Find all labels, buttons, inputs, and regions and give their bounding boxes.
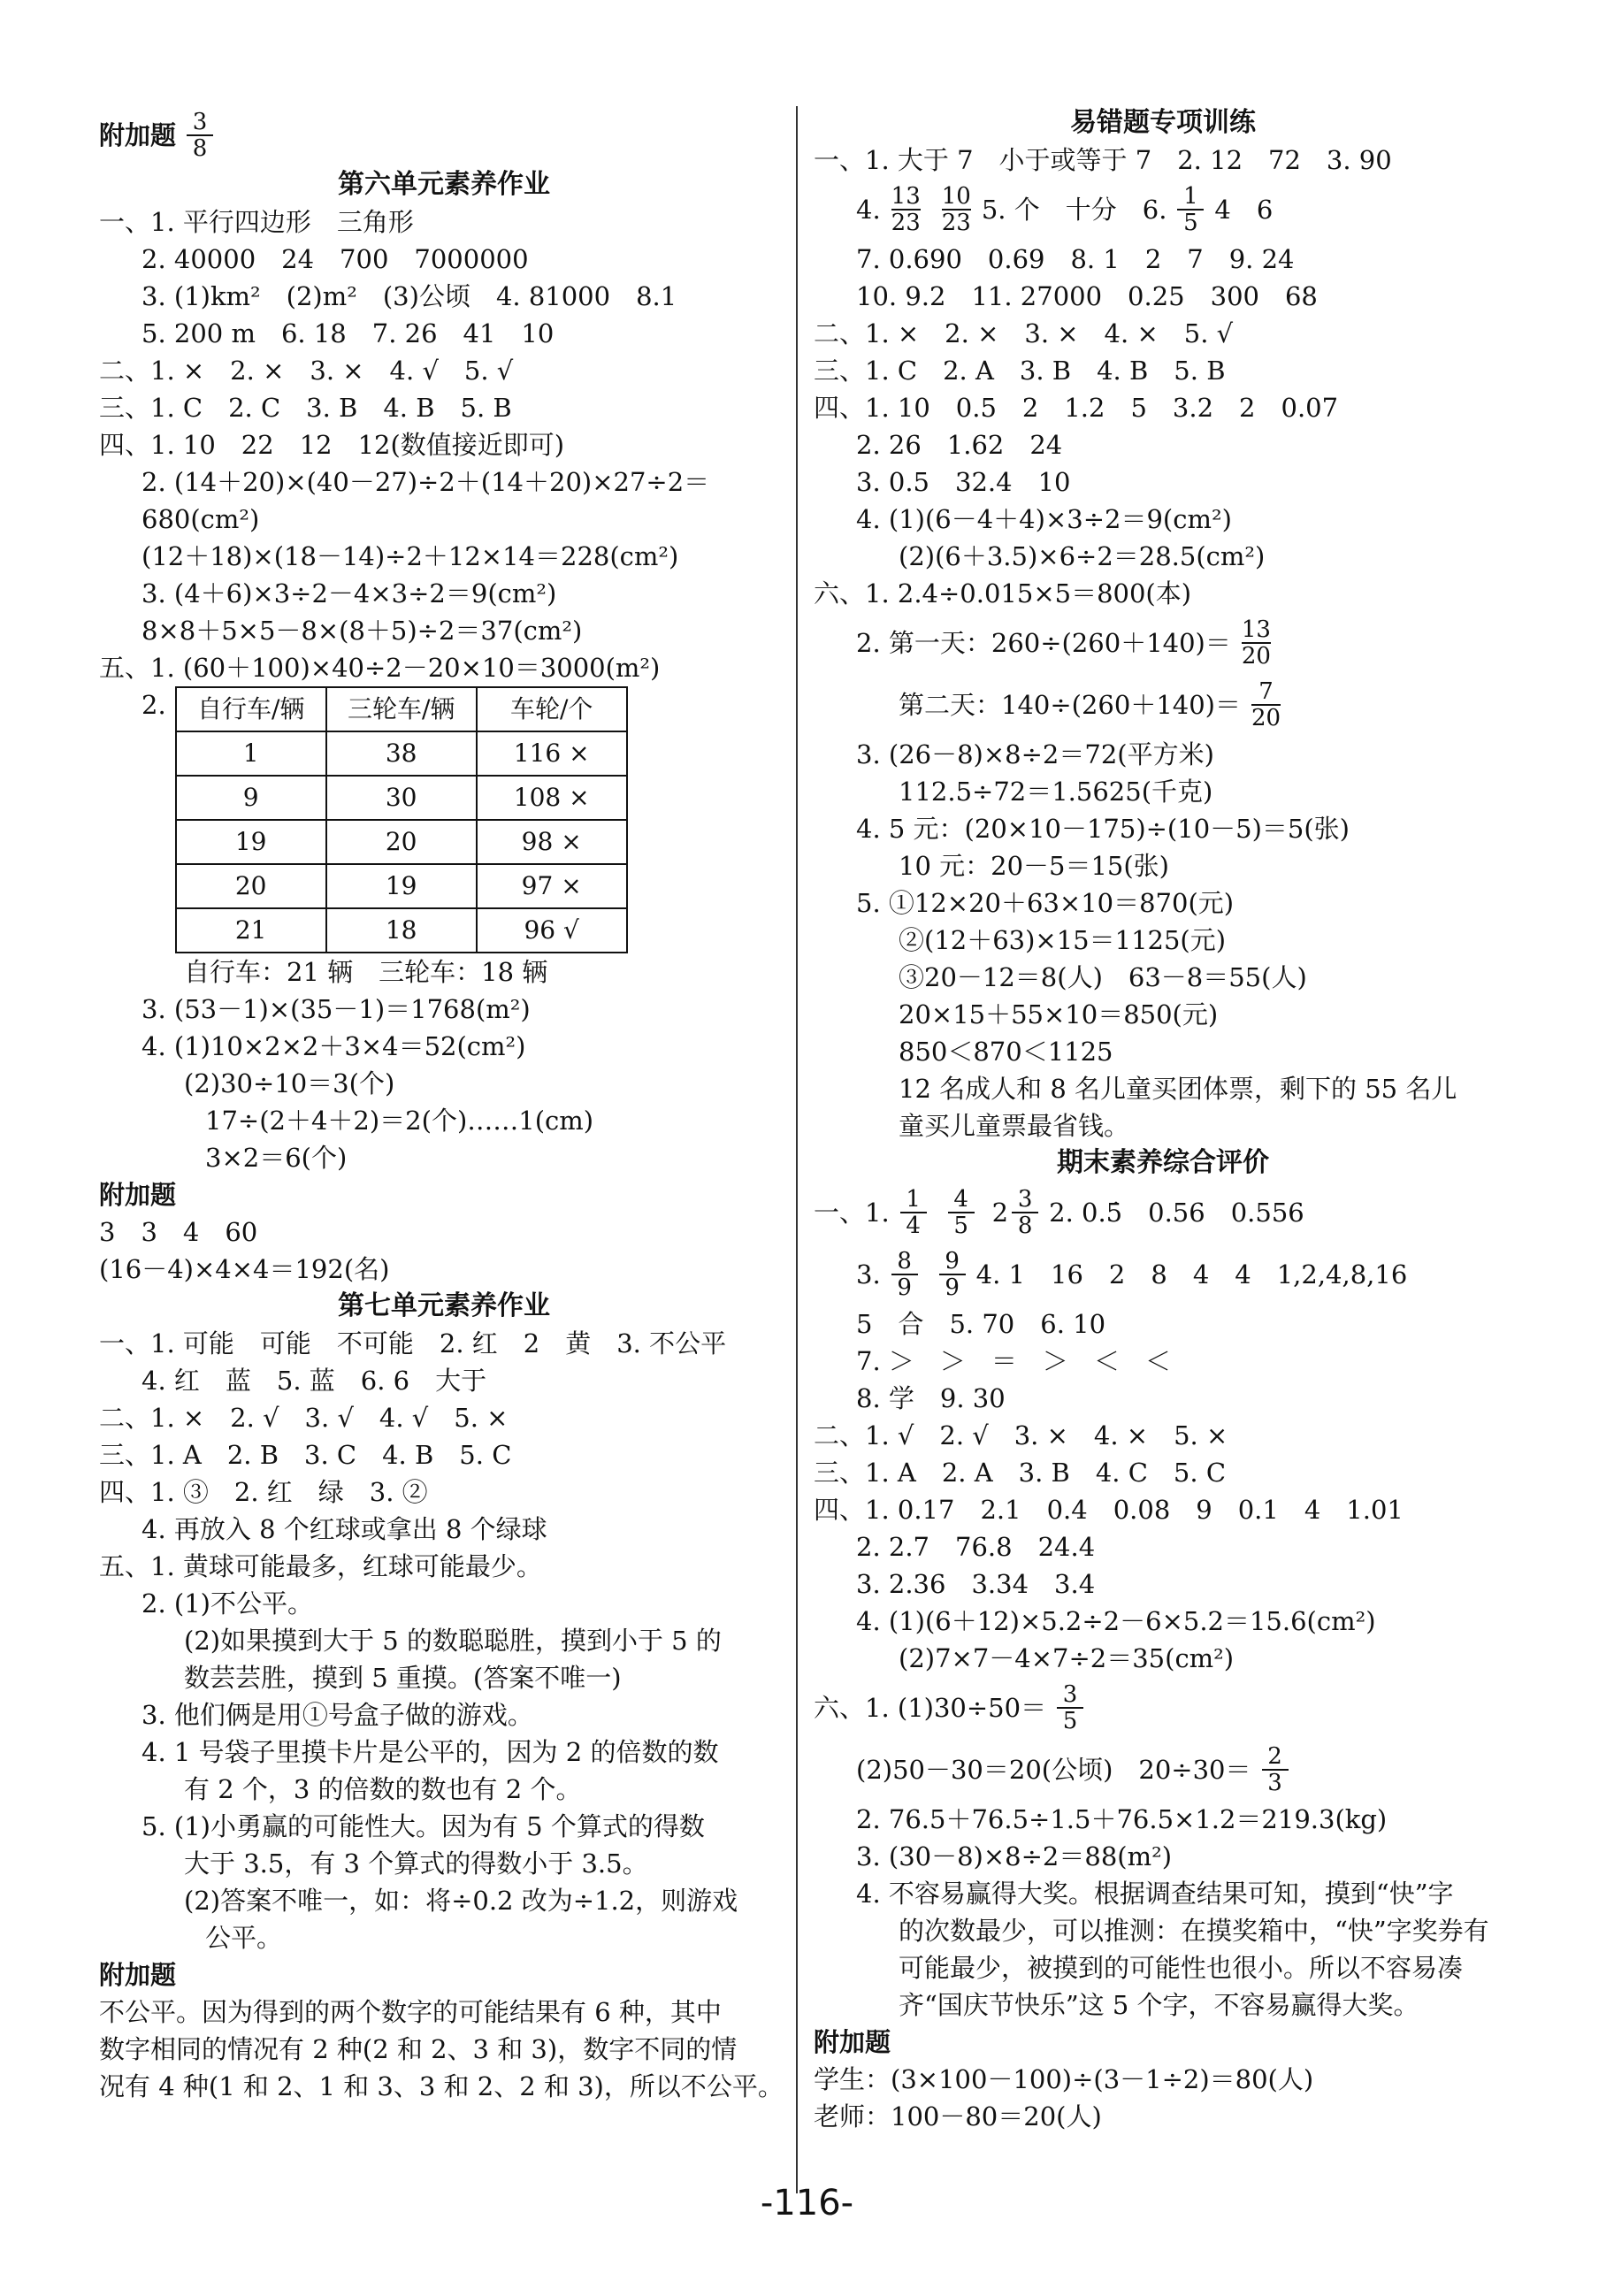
answer-line: ②(12＋63)×15＝1125(元) [899,925,1227,955]
table-header: 三轮车/辆 [326,687,477,731]
answer-line: 2. (14＋20)×(40－27)÷2＋(14＋20)×27÷2＝ [142,467,710,497]
answer-line: 4. (1)10×2×2＋3×4＝52(cm²) [142,1031,526,1061]
fraction: $\frac{1}{5}$ [1177,184,1204,235]
answer-line [814,1677,1512,1739]
answer-line: 2. 2.7 76.8 24.4 [856,1532,1096,1562]
table-row [176,908,627,953]
table-cell: 19 [176,820,326,864]
fraction: $\frac{8}{9}$ [891,1249,918,1300]
fraction: $\frac{13}{23}$ [891,183,921,236]
answer-text: 2. 0.5̇ 0.56 0.556 [1049,1198,1304,1228]
answer-line: 有 2 个，3 的倍数的数也有 2 个。 [184,1774,582,1804]
answer-line: 680(cm²) [142,504,260,534]
answer-line: (2)(6＋3.5)×6÷2＝28.5(cm²) [899,541,1266,571]
answer-line [814,1182,1512,1244]
answer-line: 四、1. 0.17 2.1 0.4 0.08 9 0.1 4 1.01 [814,1495,1404,1525]
table-cell: 98 × [477,820,627,864]
answer-text: 一、1. [814,1198,890,1228]
answer-line: 2. (1)不公平。 [142,1588,313,1619]
left-column [99,104,789,2105]
answer-line: 六、1. 2.4÷0.015×5＝800(本) [814,578,1192,608]
answer-line [814,1244,1512,1305]
answer-line: (2)30÷10＝3(个) [184,1068,395,1098]
table-label: 2. [142,690,166,720]
table-cell: 96 √ [477,908,627,953]
answer-line: 5. 200 m 6. 18 7. 26 41 10 [142,318,555,348]
extra-label: 附加题 [99,1960,177,1990]
answer-line: 8. 学 9. 30 [856,1383,1006,1413]
answer-line: (12＋18)×(18－14)÷2＋12×14＝228(cm²) [142,541,679,571]
extra-label: 附加题 [814,2027,891,2057]
wheel-table-block [99,686,789,953]
answer-line: 三、1. A 2. B 3. C 4. B 5. C [99,1440,512,1470]
extra-label: 附加题 [99,1180,177,1210]
answer-line: 112.5÷72＝1.5625(千克) [899,777,1213,807]
wheel-table [175,686,628,953]
answer-line: 5. (1)小勇赢的可能性大。因为有 5 个算式的得数 [142,1811,705,1841]
column-divider [796,106,798,2193]
answer-text: 第二天：140÷(260＋140)＝ [899,690,1241,720]
answer-line: 公平。 [205,1923,283,1953]
fraction: $\frac{4}{5}$ [948,1187,975,1238]
table-cell: 38 [326,731,477,776]
table-row [176,820,627,864]
section-title-unit6: 第六单元素养作业 [338,169,550,200]
answer-line: 4. 1 号袋子里摸卡片是公平的，因为 2 的倍数的数 [142,1737,719,1767]
answer-line [814,612,1512,674]
answer-line: 四、1. 10 22 12 12(数值接近即可) [99,430,565,460]
answer-line: 二、1. √ 2. √ 3. × 4. × 5. × [814,1420,1228,1450]
answer-line [814,179,1512,241]
fraction: $\frac{1}{4}$ [900,1187,927,1238]
table-cell: 19 [326,864,477,908]
answer-text: 4. [856,195,881,225]
fraction: $\frac{3}{8}$ [187,110,213,161]
answer-line [814,674,1512,736]
answer-line: 20×15＋55×10＝850(元) [899,999,1219,1029]
answer-line: 可能最少，被摸到的可能性也很小。所以不容易凑 [899,1953,1464,1983]
table-row [176,864,627,908]
table-cell: 97 × [477,864,627,908]
answer-line: 3. (53－1)×(35－1)＝1768(m²) [142,994,531,1024]
answer-line: 3. (30－8)×8÷2＝88(m²) [856,1841,1173,1871]
answer-line: 五、1. 黄球可能最多，红球可能最少。 [99,1551,542,1581]
answer-line: 不公平。因为得到的两个数字的可能结果有 6 种，其中 [99,1997,722,2027]
answer-text: 4 6 [1214,195,1274,225]
answer-line: 五、1. (60＋100)×40÷2－20×10＝3000(m²) [99,653,661,683]
table-cell: 30 [326,776,477,820]
answer-line: 二、1. × 2. × 3. × 4. × 5. √ [814,318,1234,348]
answer-text: 2 [991,1198,1009,1228]
answer-line: 四、1. 10 0.5 2 1.2 5 3.2 2 0.07 [814,393,1339,423]
answer-text: 2. 第一天：260÷(260＋140)＝ [856,628,1231,658]
answer-line: 学生：(3×100－100)÷(3－1÷2)＝80(人) [814,2064,1314,2094]
answer-line: 二、1. × 2. × 3. × 4. √ 5. √ [99,356,514,386]
fraction: $\frac{3}{5}$ [1057,1682,1083,1733]
answer-line: 850＜870＜1125 [899,1037,1113,1067]
answer-line: 一、1. 可能 可能 不可能 2. 红 2 黄 3. 不公平 [99,1328,727,1358]
answer-line: 3. (4＋6)×3÷2－4×3÷2＝9(cm²) [142,578,557,608]
answer-line: 4. 不容易赢得大奖。根据调查结果可知，摸到“快”字 [856,1879,1454,1909]
answer-text: 3. [856,1259,881,1290]
answer-line: 三、1. A 2. A 3. B 4. C 5. C [814,1458,1227,1488]
table-header: 车轮/个 [477,687,627,731]
answer-line: 一、1. 大于 7 小于或等于 7 2. 12 72 3. 90 [814,145,1392,175]
answer-line: 一、1. 平行四边形 三角形 [99,207,414,237]
answer-line: 数芸芸胜，摸到 5 重摸。(答案不唯一) [184,1663,622,1693]
answer-line: 二、1. × 2. √ 3. √ 4. √ 5. × [99,1403,509,1433]
answer-line: 4. 再放入 8 个红球或拿出 8 个绿球 [142,1514,547,1544]
answer-line: (2)如果摸到大于 5 的数聪聪胜，摸到小于 5 的 [184,1626,722,1656]
answer-line: 的次数最少，可以推测：在摸奖箱中，“快”字奖券有 [899,1916,1489,1946]
answer-line: 三、1. C 2. C 3. B 4. B 5. B [99,393,512,423]
answer-line: 4. 红 蓝 5. 蓝 6. 6 大于 [142,1366,487,1396]
answer-line: 10 元：20－5＝15(张) [899,851,1170,881]
table-cell: 18 [326,908,477,953]
table-row [176,776,627,820]
right-column [814,104,1512,2135]
answer-line: 2. 76.5＋76.5÷1.5＋76.5×1.2＝219.3(kg) [856,1804,1388,1834]
answer-line: 5. ①12×20＋63×10＝870(元) [856,888,1235,918]
fraction: $\frac{9}{9}$ [939,1249,966,1300]
table-row [176,731,627,776]
answer-line: (2)7×7－4×7÷2＝35(cm²) [899,1643,1235,1673]
answer-line: 2. 26 1.62 24 [856,430,1063,460]
section-title-errors: 易错题专项训练 [1070,107,1256,138]
fraction: $\frac{3}{8}$ [1012,1187,1038,1238]
table-cell: 9 [176,776,326,820]
answer-line: 三、1. C 2. A 3. B 4. B 5. B [814,356,1226,386]
answer-line: 4. (1)(6－4＋4)×3÷2＝9(cm²) [856,504,1232,534]
answer-line [814,1739,1512,1801]
answer-line: 4. 5 元：(20×10－175)÷(10－5)＝5(张) [856,814,1350,844]
answer-line: 数字相同的情况有 2 种(2 和 2、3 和 3)，数字不同的情 [99,2034,738,2064]
table-cell: 108 × [477,776,627,820]
table-cell: 116 × [477,731,627,776]
answer-line: 10. 9.2 11. 27000 0.25 300 68 [856,281,1318,311]
table-cell: 20 [176,864,326,908]
answer-line: 12 名成人和 8 名儿童买团体票，剩下的 55 名儿 [899,1074,1457,1104]
answer-line: 5 合 5. 70 6. 10 [856,1309,1106,1339]
answer-text: 4. 1 16 2 8 4 4 1,2,4,8,16 [975,1259,1408,1290]
answer-line: (16－4)×4×4＝192(名) [99,1254,390,1284]
fraction: $\frac{7}{20}$ [1251,678,1281,731]
answer-line: 7. ＞ ＞ ＝ ＞ ＜ ＜ [856,1346,1171,1376]
extra-label: 附加题 [99,120,177,150]
answer-line: 3 3 4 60 [99,1217,258,1247]
answer-line: 大于 3.5，有 3 个算式的得数小于 3.5。 [184,1848,648,1879]
answer-line: 4. (1)(6＋12)×5.2÷2－6×5.2＝15.6(cm²) [856,1606,1376,1636]
table-cell: 1 [176,731,326,776]
answer-line: ③20－12＝8(人) 63－8＝55(人) [899,962,1307,992]
fraction: $\frac{2}{3}$ [1262,1744,1289,1795]
answer-line: 3. 他们俩是用①号盒子做的游戏。 [142,1700,533,1730]
answer-text: 5. 个 十分 6. [981,195,1167,225]
answer-text: 六、1. (1)30÷50＝ [814,1693,1047,1723]
answer-line: 7. 0.690 0.69 8. 1 2 7 9. 24 [856,244,1295,274]
table-header: 自行车/辆 [176,687,326,731]
answer-line: (2)答案不唯一，如：将÷0.2 改为÷1.2，则游戏 [184,1886,738,1916]
page-number: -116- [760,2183,854,2223]
answer-line: 齐“国庆节快乐”这 5 个字，不容易赢得大奖。 [899,1990,1419,2020]
fraction: $\frac{13}{20}$ [1241,616,1271,670]
answer-line: 老师：100－80＝20(人) [814,2101,1102,2131]
extra-question-1 [99,104,789,166]
answer-line: 3. 0.5 32.4 10 [856,467,1071,497]
answer-line: 17÷(2＋4＋2)＝2(个)……1(cm) [205,1106,594,1136]
answer-line: 3. (26－8)×8÷2＝72(平方米) [856,739,1214,769]
table-cell: 20 [326,820,477,864]
answer-line: 3×2＝6(个) [205,1143,348,1173]
answer-line: 自行车：21 辆 三轮车：18 辆 [184,957,548,987]
answer-line: 2. 40000 24 700 7000000 [142,244,529,274]
answer-line: 童买儿童票最省钱。 [899,1111,1130,1141]
answer-line: 3. (1)km² (2)m² (3)公顷 4. 81000 8.1 [142,281,677,311]
answer-line: 3. 2.36 3.34 3.4 [856,1569,1096,1599]
fraction: $\frac{10}{23}$ [941,183,971,236]
section-title-final: 期末素养综合评价 [1057,1147,1269,1178]
answer-line: 8×8＋5×5－8×(8＋5)÷2＝37(cm²) [142,616,583,646]
table-header-row [176,687,627,731]
answer-line: 况有 4 种(1 和 2、1 和 3、3 和 2、2 和 3)，所以不公平。 [99,2071,784,2101]
table-cell: 21 [176,908,326,953]
answer-text: (2)50－30＝20(公顷) 20÷30＝ [856,1755,1251,1785]
answer-line: 四、1. ③ 2. 红 绿 3. ② [99,1477,428,1507]
section-title-unit7: 第七单元素养作业 [338,1290,550,1321]
